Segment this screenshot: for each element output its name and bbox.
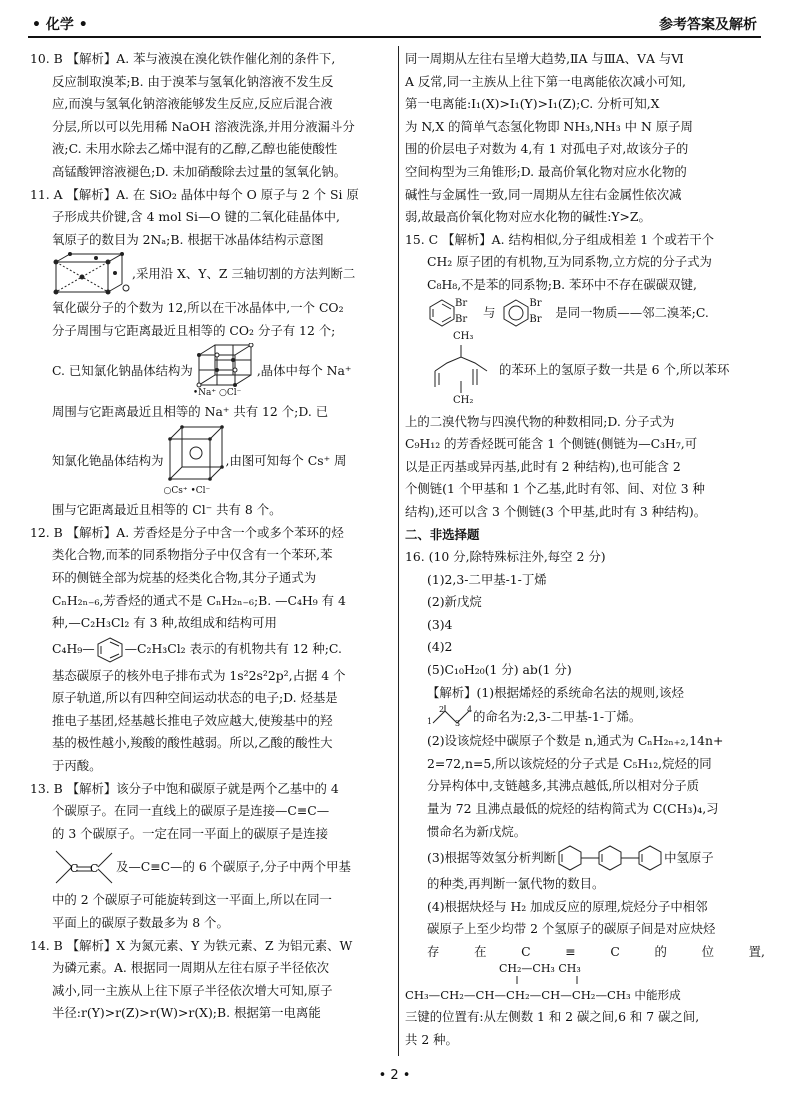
answer-line: (5)C₁₀H₂₀(1 分) ab(1 分)	[427, 662, 572, 678]
question-heading: 16. (10 分,除特殊标注外,每空 2 分)	[405, 549, 606, 565]
answer-q12	[30, 522, 392, 778]
methyl-label: CH₃	[453, 330, 474, 342]
answer-q15	[405, 229, 765, 524]
text-line: 中氢原子	[664, 849, 714, 865]
text-line: (2)设该烷烃中碳原子个数是 n,通式为 CₙH₂ₙ₊₂,14n+	[427, 733, 724, 749]
carbon-number: 1	[427, 717, 433, 727]
text-line: 是同一物质——邻二溴苯;C.	[555, 305, 709, 321]
text-line: ,由图可知每个 Cs⁺ 周	[225, 452, 347, 468]
answer-q11	[30, 184, 392, 522]
text-line: 同一周期从左往右呈增大趋势,ⅡA 与ⅢA、ⅤA 与Ⅵ	[405, 51, 684, 66]
dry-ice-row	[30, 251, 392, 297]
carbon-number: 3	[455, 719, 461, 729]
text-cell: 在	[474, 944, 487, 959]
text-line: 围的价层电子对数为 4,有 1 对孤电子对,故该分子的	[405, 141, 689, 157]
text-line: 10. B 【解析】A. 苯与液溴在溴化铁作催化剂的条件下,	[30, 51, 336, 66]
text-line: (3)根据等效氢分析判断	[427, 849, 557, 865]
text-line: 原子轨道,所以有四种空间运动状态的电子;D. 烃基是	[52, 690, 338, 706]
text-line: 于丙酸。	[52, 758, 102, 774]
subject-label: • 化学 •	[32, 17, 88, 33]
dibromobenzene-structure-b	[501, 298, 551, 330]
text-line: 14. B 【解析】X 为氮元素、Y 为铁元素、Z 为铝元素、W	[30, 937, 353, 953]
text-line: 共 2 种。	[405, 1031, 458, 1047]
right-column	[405, 48, 765, 1051]
text-line: 基的极性越小,羧酸的酸性越弱。所以,乙酸的酸性大	[52, 735, 333, 751]
answer-line: (4)2	[427, 639, 453, 655]
text-cell: 置,	[748, 944, 765, 959]
text-line: 弱,故最高价氧化物对应水化物的碱性:Y>Z。	[405, 209, 651, 225]
text-line: 惯命名为新戊烷。	[427, 823, 527, 839]
bromine-label: Br	[529, 297, 542, 309]
text-line: 的命名为:2,3-二甲基-1-丁烯。	[473, 708, 642, 724]
text-line: 平面上的碳原子数最多为 8 个。	[52, 915, 229, 931]
text-line: 推电子基团,烃基越长推电子效应越大,使羧基中的羟	[52, 712, 333, 728]
page-header	[28, 14, 761, 38]
text-line: 应,而溴与氢氧化钠溶液能够发生反应,反应后混合液	[52, 96, 333, 112]
dibromobenzene-row	[405, 297, 765, 331]
alkene-row	[30, 845, 392, 889]
dimethylene-benzene-row	[405, 331, 765, 411]
carbon-chain-formula: CH₃—CH₂—CH—CH₂—CH—CH₂—CH₃ 中能形成	[405, 987, 681, 1002]
text-line: 量为 72 且沸点最低的烷烃的结构简式为 C(CH₃)₄,习	[427, 801, 719, 817]
text-line: 分异构体中,支链越多,其沸点越低,所以相对分子质	[427, 778, 700, 794]
dibromobenzene-structure-a	[427, 298, 477, 330]
answer-q10	[30, 48, 392, 184]
text-line: C₈H₈,不是苯的同系物;B. 苯环中不存在碳碳双键,	[427, 276, 697, 292]
text-line: 高锰酸钾溶液褪色;D. 未加硝酸除去过量的氢氧化钠。	[52, 163, 347, 179]
left-column	[30, 48, 392, 1025]
text-line: 子形成共价键,含 4 mol Si—O 键的二氧化硅晶体中,	[52, 209, 340, 225]
text-cell: ≡	[565, 944, 576, 959]
chain-substituents	[405, 961, 765, 984]
text-line: CH₂ 原子团的有机物,互为同系物,立方烷的分子式为	[427, 254, 712, 270]
nacl-crystal-figure	[193, 343, 257, 401]
text-cell: 存	[427, 944, 440, 959]
section-heading: 二、非选择题	[405, 526, 480, 542]
text-line: 以是正丙基或异丙基,此时有 2 种结构),也可能含 2	[405, 458, 681, 474]
text-line: 碱性与金属性一致,同一周期从左往右金属性依次减	[405, 186, 682, 202]
substituent-bonds	[405, 964, 605, 984]
analysis-line: 【解析】(1)根据烯烃的系统命名法的规则,该烃	[427, 684, 684, 700]
nacl-legend: •Na⁺ ○Cl⁻	[192, 387, 242, 398]
text-line: A 反常,同一主族从上往下第一电离能依次减小可知,	[405, 73, 686, 89]
cscl-crystal-figure	[164, 423, 226, 499]
formula-text: C₄H₉—	[52, 641, 95, 657]
text-line: 环的侧链全部为烷基的烃类化合物,其分子通式为	[52, 569, 317, 585]
answer-line: (1)2,3-二甲基-1-丁烯	[427, 571, 547, 587]
text-line: 为 N,X 的简单气态氢化物即 NH₃,NH₃ 中 N 原子周	[405, 118, 693, 134]
bromine-label: Br	[455, 313, 468, 325]
text-line: 类化合物,而苯的同系物指分子中仅含有一个苯环,苯	[52, 547, 333, 563]
formula-text: —C₂H₃Cl₂ 表示的有机物共有 12 种;C.	[124, 641, 342, 657]
cscl-row	[30, 423, 392, 499]
text-line: 个碳原子。在同一直线上的碳原子是连接—C≡C—	[52, 803, 330, 819]
answer-q14-continued	[405, 48, 765, 229]
answer-q14	[30, 935, 392, 1025]
text-line: C₉H₁₂ 的芳香烃既可能含 1 个侧链(侧链为—C₃H₇,可	[405, 436, 698, 452]
text-line: 围与它距离最近且相等的 Cl⁻ 共有 8 个。	[52, 502, 282, 518]
text-line: 空间构型为三角锥形;D. 最高价氧化物对应水化物的	[405, 163, 687, 179]
terphenyl-figure	[556, 845, 664, 871]
dimethylene-structure	[427, 331, 499, 411]
header-title: 参考答案及解析	[659, 17, 757, 33]
terphenyl-row	[405, 843, 765, 873]
text-line: 氧原子的数目为 2Nₐ;B. 根据干冰晶体结构示意图	[52, 231, 324, 247]
substituent-labels: CH₂—CH₃ CH₃	[499, 961, 581, 975]
carbon-number: 2	[439, 705, 445, 715]
page-number: • 2 •	[378, 1068, 411, 1083]
text-line: 第一电离能:I₁(X)>I₁(Y)>I₁(Z);C. 分析可知,X	[405, 96, 660, 112]
text-line: ,晶体中每个 Na⁺	[256, 363, 352, 379]
column-divider	[398, 46, 399, 1056]
cscl-legend: ○Cs⁺ •Cl⁻	[163, 486, 211, 497]
text-line: (4)根据炔烃与 H₂ 加成反应的原理,烷烃分子中相邻	[427, 898, 708, 914]
text-line: 与	[483, 305, 496, 321]
text-line: 氧化碳分子的个数为 12,所以在干冰晶体中,一个 CO₂	[52, 300, 344, 316]
text-line: 知氯化铯晶体结构为	[52, 452, 164, 468]
text-line: 的种类,再判断一氯代物的数目。	[427, 876, 605, 892]
text-line: 种,—C₂H₃Cl₂ 有 3 种,故组成和结构可用	[52, 615, 277, 631]
text-line: 的 3 个碳原子。一定在同一平面上的碳原子是连接	[52, 825, 328, 841]
text-line: 13. B 【解析】该分子中饱和碳原子就是两个乙基中的 4	[30, 780, 339, 796]
text-cell: C	[521, 944, 531, 959]
bromine-label: Br	[529, 313, 542, 325]
spaced-line	[405, 941, 765, 964]
answer-line: (2)新戊烷	[427, 594, 482, 610]
text-line: 为磷元素。A. 根据同一周期从左往右原子半径依次	[52, 960, 330, 976]
text-line: 反应制取溴苯;B. 由于溴苯与氢氧化钠溶液不发生反	[52, 73, 334, 89]
text-line: 周围与它距离最近且相等的 Na⁺ 共有 12 个;D. 已	[52, 403, 329, 419]
text-line: 12. B 【解析】A. 芳香烃是分子中含一个或多个苯环的烃	[30, 524, 344, 540]
text-line: 上的二溴代物与四溴代物的种数相同;D. 分子式为	[405, 413, 675, 429]
text-cell: 位	[701, 944, 714, 959]
text-line: 分子周围与它距离最近且相等的 CO₂ 分子有 12 个;	[52, 322, 336, 338]
bromine-label: Br	[455, 297, 468, 309]
methylene-label: CH₂	[453, 394, 474, 406]
text-line: 碳原子上至少均带 2 个氢原子的碳原子间是对应炔烃	[427, 921, 716, 937]
text-line: 中的 2 个碳原子可能旋转到这一平面上,所以在同一	[52, 892, 332, 908]
answer-q16	[405, 546, 765, 1051]
answer-q13	[30, 778, 392, 935]
text-cell: 的	[654, 944, 667, 959]
text-line: 2=72,n=5,所以该烷烃的分子式是 C₅H₁₂,烷烃的同	[427, 755, 712, 771]
svg-text:C: C	[90, 862, 99, 876]
butene-skeleton-figure	[427, 705, 473, 729]
text-line: 结构),还可以含 3 个侧链(3 个甲基,此时有 3 种结构)。	[405, 503, 707, 519]
text-line: 15. C 【解析】A. 结构相似,分子组成相差 1 个或若干个	[405, 231, 715, 247]
text-line: 11. A 【解析】A. 在 SiO₂ 晶体中每个 O 原子与 2 个 Si 原	[30, 186, 359, 202]
text-line: 个侧链(1 个甲基和 1 个乙基,此时有邻、间、对位 3 种	[405, 481, 705, 497]
text-line: 减小,同一主族从上往下原子半径依次增大可知,原子	[52, 982, 333, 998]
text-line: 及—C≡C—的 6 个碳原子,分子中两个甲基	[116, 859, 351, 875]
butene-skeleton-row	[405, 704, 765, 730]
text-line: 基态碳原子的核外电子排布式为 1s²2s²2p²,占据 4 个	[52, 667, 346, 683]
alkene-skeleton-figure	[52, 847, 116, 887]
text-cell: C	[610, 944, 620, 959]
nacl-row	[30, 343, 392, 401]
text-line: CₙH₂ₙ₋₆,芳香烃的通式不是 CₙH₂ₙ₋₆;B. —C₄H₉ 有 4	[52, 592, 346, 608]
answer-line: (3)4	[427, 616, 453, 632]
disubstituted-benzene-row	[30, 635, 392, 665]
text-line: C. 已知氯化钠晶体结构为	[52, 363, 193, 379]
carbon-number: 4	[467, 705, 473, 715]
text-line: 三键的位置有:从左侧数 1 和 2 碳之间,6 和 7 碳之间,	[405, 1009, 700, 1025]
text-line: 液;C. 未用水除去乙烯中混有的乙醇,乙醇也能使酸性	[52, 141, 338, 157]
dry-ice-crystal-figure	[52, 252, 132, 296]
text-line: 分层,所以可以先用稀 NaOH 溶液洗涤,并用分液漏斗分	[52, 118, 355, 134]
text-line: ,采用沿 X、Y、Z 三轴切割的方法判断二	[132, 266, 356, 282]
text-line: 的苯环上的氢原子数一共是 6 个,所以苯环	[499, 362, 730, 378]
text-line: 半径:r(Y)>r(Z)>r(W)>r(X);B. 根据第一电离能	[52, 1005, 321, 1021]
benzene-ring-figure	[95, 636, 125, 664]
svg-text:C: C	[70, 862, 79, 876]
